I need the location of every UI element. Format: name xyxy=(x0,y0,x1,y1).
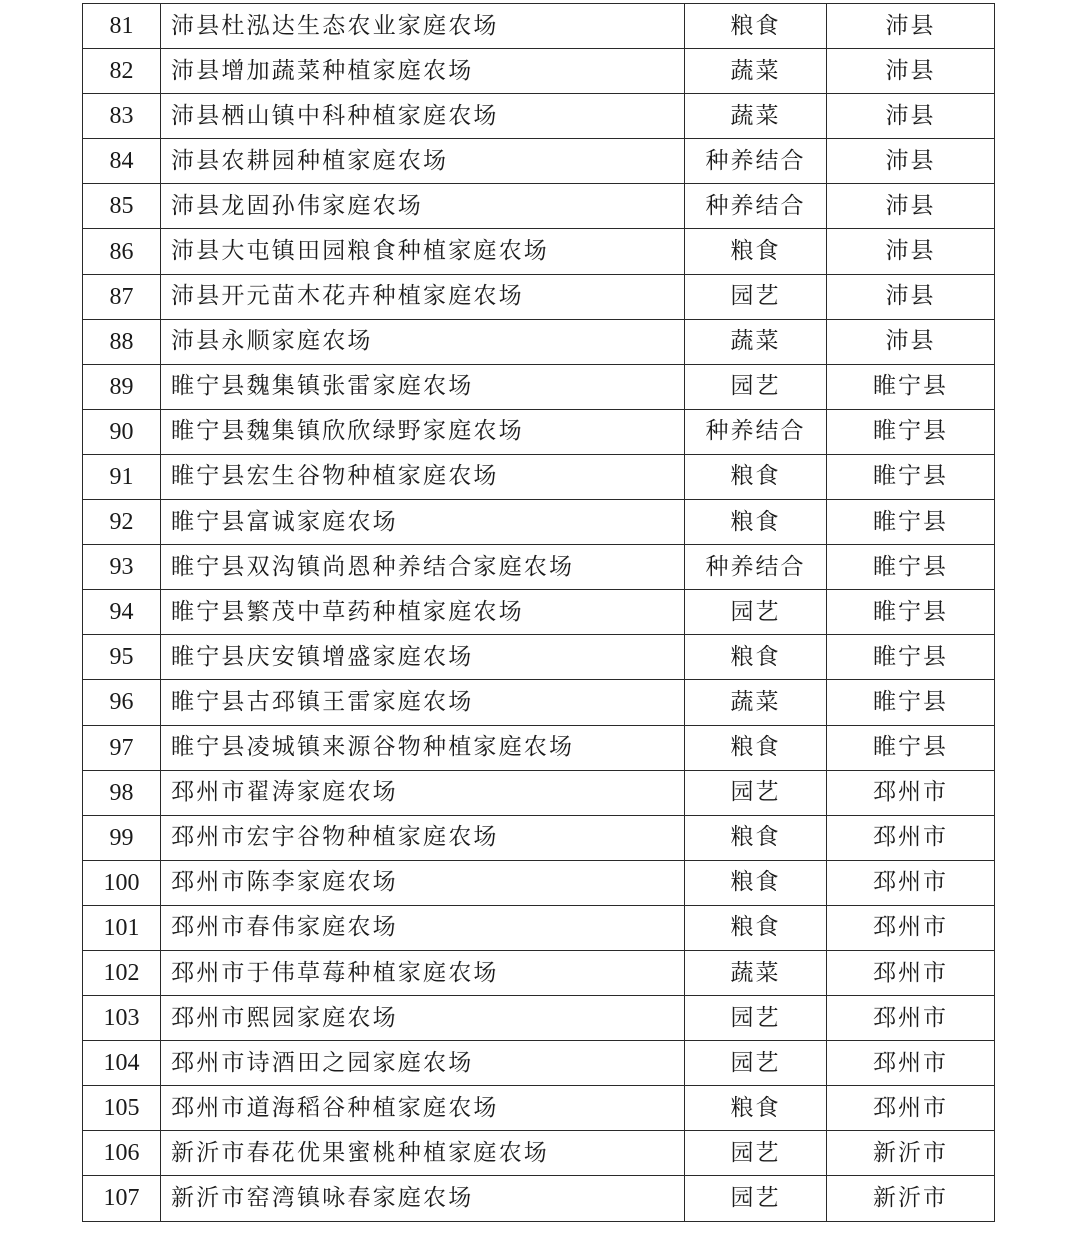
region-cell: 睢宁县 xyxy=(827,545,995,590)
farm-name-cell: 睢宁县宏生谷物种植家庭农场 xyxy=(161,454,685,499)
region-cell: 睢宁县 xyxy=(827,725,995,770)
farm-name-cell: 沛县栖山镇中科种植家庭农场 xyxy=(161,94,685,139)
region-cell: 沛县 xyxy=(827,184,995,229)
table-row xyxy=(83,860,995,905)
farm-name-cell: 沛县农耕园种植家庭农场 xyxy=(161,139,685,184)
table-row xyxy=(83,454,995,499)
farm-name-cell: 邳州市翟涛家庭农场 xyxy=(161,770,685,815)
row-number-cell: 83 xyxy=(83,94,161,139)
farm-name-cell: 睢宁县双沟镇尚恩种养结合家庭农场 xyxy=(161,545,685,590)
table-row xyxy=(83,184,995,229)
row-number-cell: 95 xyxy=(83,635,161,680)
farm-name-cell: 新沂市春花优果蜜桃种植家庭农场 xyxy=(161,1131,685,1176)
row-number-cell: 88 xyxy=(83,319,161,364)
farm-type-cell: 蔬菜 xyxy=(685,94,827,139)
row-number-cell: 97 xyxy=(83,725,161,770)
farm-type-cell: 粮食 xyxy=(685,725,827,770)
farm-name-cell: 邳州市诗酒田之园家庭农场 xyxy=(161,1041,685,1086)
farm-type-cell: 粮食 xyxy=(685,229,827,274)
farm-type-cell: 蔬菜 xyxy=(685,950,827,995)
table-row xyxy=(83,1086,995,1131)
row-number-cell: 86 xyxy=(83,229,161,274)
row-number-cell: 102 xyxy=(83,950,161,995)
farm-type-cell: 种养结合 xyxy=(685,409,827,454)
region-cell: 睢宁县 xyxy=(827,590,995,635)
table-row xyxy=(83,319,995,364)
region-cell: 睢宁县 xyxy=(827,409,995,454)
region-cell: 沛县 xyxy=(827,229,995,274)
farm-type-cell: 园艺 xyxy=(685,1041,827,1086)
farm-type-cell: 粮食 xyxy=(685,635,827,680)
farm-type-cell: 粮食 xyxy=(685,500,827,545)
row-number-cell: 85 xyxy=(83,184,161,229)
region-cell: 沛县 xyxy=(827,4,995,49)
region-cell: 沛县 xyxy=(827,49,995,94)
region-cell: 睢宁县 xyxy=(827,635,995,680)
farm-name-cell: 睢宁县庆安镇增盛家庭农场 xyxy=(161,635,685,680)
table-row xyxy=(83,635,995,680)
region-cell: 邳州市 xyxy=(827,1041,995,1086)
farm-name-cell: 沛县增加蔬菜种植家庭农场 xyxy=(161,49,685,94)
farm-name-cell: 睢宁县魏集镇张雷家庭农场 xyxy=(161,364,685,409)
farm-type-cell: 园艺 xyxy=(685,364,827,409)
region-cell: 新沂市 xyxy=(827,1176,995,1221)
farm-name-cell: 沛县开元苗木花卉种植家庭农场 xyxy=(161,274,685,319)
table-row xyxy=(83,996,995,1041)
farm-type-cell: 粮食 xyxy=(685,4,827,49)
farm-type-cell: 粮食 xyxy=(685,905,827,950)
region-cell: 邳州市 xyxy=(827,950,995,995)
region-cell: 邳州市 xyxy=(827,815,995,860)
row-number-cell: 103 xyxy=(83,996,161,1041)
table-row xyxy=(83,49,995,94)
farm-name-cell: 邳州市道海稻谷种植家庭农场 xyxy=(161,1086,685,1131)
region-cell: 沛县 xyxy=(827,94,995,139)
farm-type-cell: 种养结合 xyxy=(685,139,827,184)
region-cell: 沛县 xyxy=(827,139,995,184)
farm-type-cell: 粮食 xyxy=(685,815,827,860)
farm-name-cell: 睢宁县凌城镇来源谷物种植家庭农场 xyxy=(161,725,685,770)
row-number-cell: 105 xyxy=(83,1086,161,1131)
farm-name-cell: 睢宁县繁茂中草药种植家庭农场 xyxy=(161,590,685,635)
table-row xyxy=(83,500,995,545)
farm-type-cell: 种养结合 xyxy=(685,184,827,229)
farm-name-cell: 沛县龙固孙伟家庭农场 xyxy=(161,184,685,229)
row-number-cell: 98 xyxy=(83,770,161,815)
row-number-cell: 99 xyxy=(83,815,161,860)
row-number-cell: 92 xyxy=(83,500,161,545)
region-cell: 邳州市 xyxy=(827,996,995,1041)
region-cell: 睢宁县 xyxy=(827,500,995,545)
row-number-cell: 89 xyxy=(83,364,161,409)
table-row xyxy=(83,274,995,319)
region-cell: 邳州市 xyxy=(827,770,995,815)
row-number-cell: 94 xyxy=(83,590,161,635)
farm-name-cell: 邳州市宏宇谷物种植家庭农场 xyxy=(161,815,685,860)
row-number-cell: 90 xyxy=(83,409,161,454)
region-cell: 睢宁县 xyxy=(827,680,995,725)
farm-name-cell: 邳州市于伟草莓种植家庭农场 xyxy=(161,950,685,995)
table-row xyxy=(83,409,995,454)
region-cell: 邳州市 xyxy=(827,860,995,905)
farm-name-cell: 沛县杜泓达生态农业家庭农场 xyxy=(161,4,685,49)
farm-type-cell: 园艺 xyxy=(685,274,827,319)
table-row xyxy=(83,364,995,409)
table-row xyxy=(83,950,995,995)
farm-name-cell: 邳州市熙园家庭农场 xyxy=(161,996,685,1041)
table-row xyxy=(83,545,995,590)
row-number-cell: 87 xyxy=(83,274,161,319)
table-row xyxy=(83,139,995,184)
farm-name-cell: 邳州市陈李家庭农场 xyxy=(161,860,685,905)
farm-type-cell: 粮食 xyxy=(685,860,827,905)
farm-type-cell: 粮食 xyxy=(685,454,827,499)
table-row xyxy=(83,229,995,274)
farm-type-cell: 蔬菜 xyxy=(685,49,827,94)
row-number-cell: 93 xyxy=(83,545,161,590)
row-number-cell: 100 xyxy=(83,860,161,905)
table-row xyxy=(83,1041,995,1086)
table-row xyxy=(83,905,995,950)
region-cell: 新沂市 xyxy=(827,1131,995,1176)
region-cell: 沛县 xyxy=(827,274,995,319)
table-row xyxy=(83,4,995,49)
family-farm-table xyxy=(82,3,995,1222)
row-number-cell: 101 xyxy=(83,905,161,950)
region-cell: 邳州市 xyxy=(827,905,995,950)
row-number-cell: 84 xyxy=(83,139,161,184)
farm-type-cell: 种养结合 xyxy=(685,545,827,590)
farm-type-cell: 园艺 xyxy=(685,1176,827,1221)
farm-name-cell: 沛县永顺家庭农场 xyxy=(161,319,685,364)
table-body xyxy=(83,4,995,1222)
table-row xyxy=(83,590,995,635)
table-row xyxy=(83,94,995,139)
region-cell: 睢宁县 xyxy=(827,454,995,499)
farm-type-cell: 园艺 xyxy=(685,590,827,635)
farm-name-cell: 新沂市窑湾镇咏春家庭农场 xyxy=(161,1176,685,1221)
region-cell: 睢宁县 xyxy=(827,364,995,409)
row-number-cell: 96 xyxy=(83,680,161,725)
farm-type-cell: 蔬菜 xyxy=(685,319,827,364)
farm-type-cell: 园艺 xyxy=(685,996,827,1041)
farm-name-cell: 邳州市春伟家庭农场 xyxy=(161,905,685,950)
table-row xyxy=(83,725,995,770)
farm-type-cell: 蔬菜 xyxy=(685,680,827,725)
row-number-cell: 91 xyxy=(83,454,161,499)
region-cell: 邳州市 xyxy=(827,1086,995,1131)
row-number-cell: 107 xyxy=(83,1176,161,1221)
farm-name-cell: 沛县大屯镇田园粮食种植家庭农场 xyxy=(161,229,685,274)
table-row xyxy=(83,680,995,725)
farm-name-cell: 睢宁县古邳镇王雷家庭农场 xyxy=(161,680,685,725)
farm-type-cell: 园艺 xyxy=(685,770,827,815)
row-number-cell: 104 xyxy=(83,1041,161,1086)
farm-name-cell: 睢宁县富诚家庭农场 xyxy=(161,500,685,545)
row-number-cell: 81 xyxy=(83,4,161,49)
row-number-cell: 106 xyxy=(83,1131,161,1176)
table-row xyxy=(83,815,995,860)
farm-type-cell: 园艺 xyxy=(685,1131,827,1176)
region-cell: 沛县 xyxy=(827,319,995,364)
row-number-cell: 82 xyxy=(83,49,161,94)
table-row xyxy=(83,1131,995,1176)
farm-name-cell: 睢宁县魏集镇欣欣绿野家庭农场 xyxy=(161,409,685,454)
table-row xyxy=(83,1176,995,1221)
farm-type-cell: 粮食 xyxy=(685,1086,827,1131)
table-row xyxy=(83,770,995,815)
